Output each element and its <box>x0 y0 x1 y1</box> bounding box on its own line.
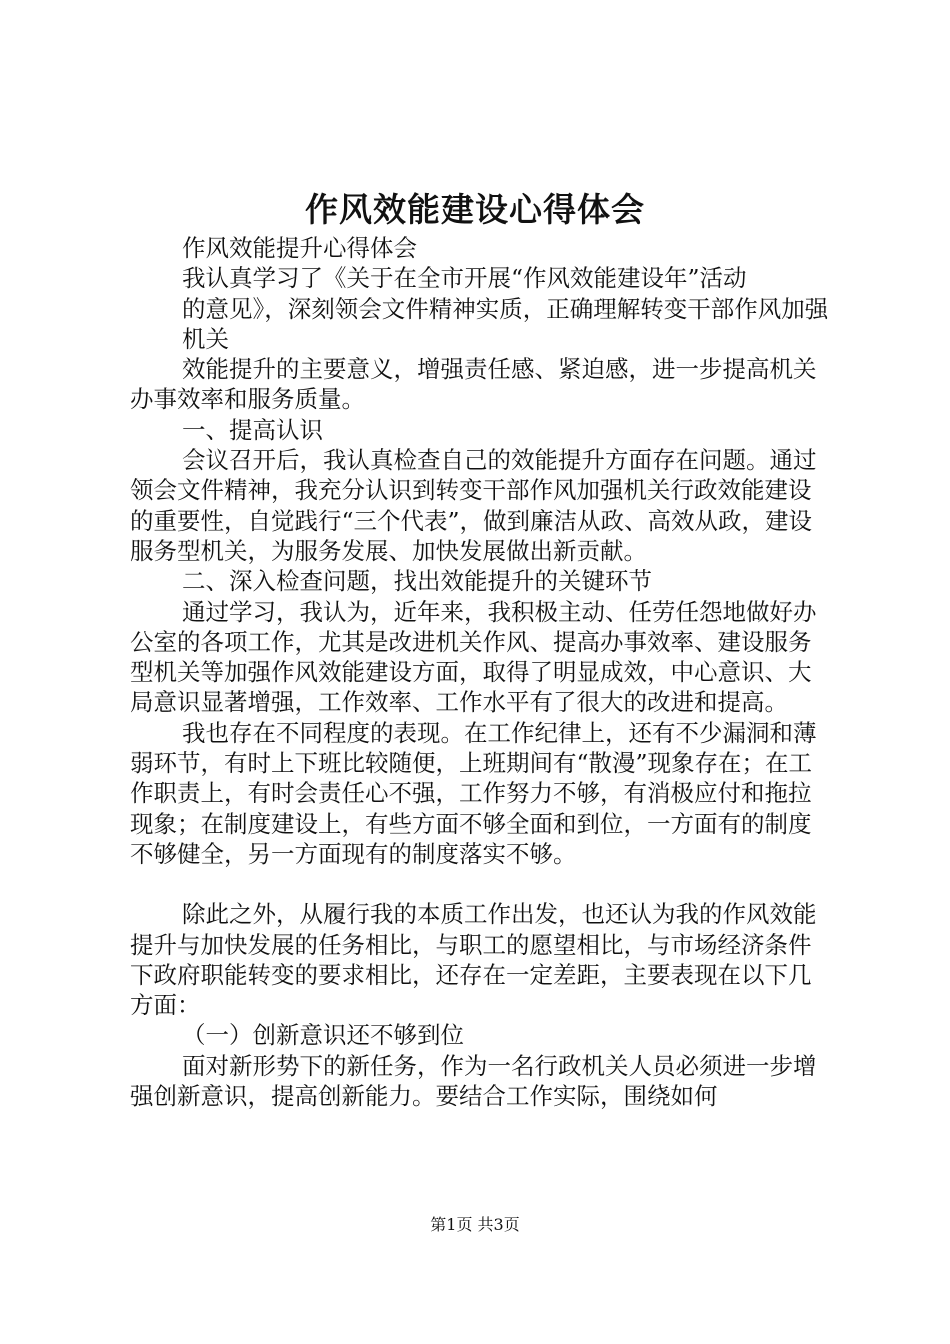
paragraph: 通过学习，我认为，近年来，我积极主动、任劳任怨地做好办公室的各项工作，尤其是改进机关作风、提高办事效率、建设服务型机关等加强作风效能建设方面，取得了明显成效，中心意识、大局意识显著增强，工作效率、工作水平有了很大的改进和提高。 <box>130 597 817 717</box>
page-number: 第1页 共3页 <box>430 1215 520 1234</box>
paragraph-subtitle: 作风效能提升心得体会 <box>182 234 417 262</box>
paragraph: 我认真学习了《关于在全市开展“作风效能建设年”活动 <box>182 264 747 293</box>
paragraph: 效能提升的主要意义，增强责任感、紧迫感，进一步提高机关办事效率和服务质量。 <box>130 355 817 414</box>
subsection-heading: （一）创新意识还不够到位 <box>182 1021 464 1050</box>
section-heading: 二、深入检查问题，找出效能提升的关键环节 <box>182 567 652 596</box>
document-body <box>130 233 830 1111</box>
paragraph-gap <box>130 869 830 899</box>
paragraph: 除此之外，从履行我的本质工作出发，也还认为我的作风效能提升与加快发展的任务相比，与职工的愿望相比，与市场经济条件下政府职能转变的要求相比，还存在一定差距，主要表现在以下几方面： <box>130 900 817 1020</box>
document-title: 作风效能建设心得体会 <box>305 190 645 229</box>
section-heading: 一、提高认识 <box>182 415 323 444</box>
paragraph: 我也存在不同程度的表现。在工作纪律上，还有不少漏洞和薄弱环节，有时上下班比较随便，上班期间有“散漫”现象存在；在工作职责上，有时会责任心不强，工作努力不够，有消极应付和拖拉现象；在制度建设上，有些方面不够全面和到位，一方面有的制度不够健全，另一方面现有的制度落实不够。 <box>130 718 817 868</box>
paragraph: 面对新形势下的新任务，作为一名行政机关人员必须进一步增强创新意识，提高创新能力。要结合工作实际，围绕如何 <box>130 1051 817 1111</box>
paragraph: 会议召开后，我认真检查自己的效能提升方面存在问题。通过领会文件精神，我充分认识到转变干部作风加强机关行政效能建设的重要性，自觉践行“三个代表”，做到廉洁从政、高效从政，建设服务型机关，为服务发展、加快发展做出新贡献。 <box>130 446 817 565</box>
paragraph: 的意见》，深刻领会文件精神实质，正确理解转变干部作风加强机关 <box>182 294 829 353</box>
